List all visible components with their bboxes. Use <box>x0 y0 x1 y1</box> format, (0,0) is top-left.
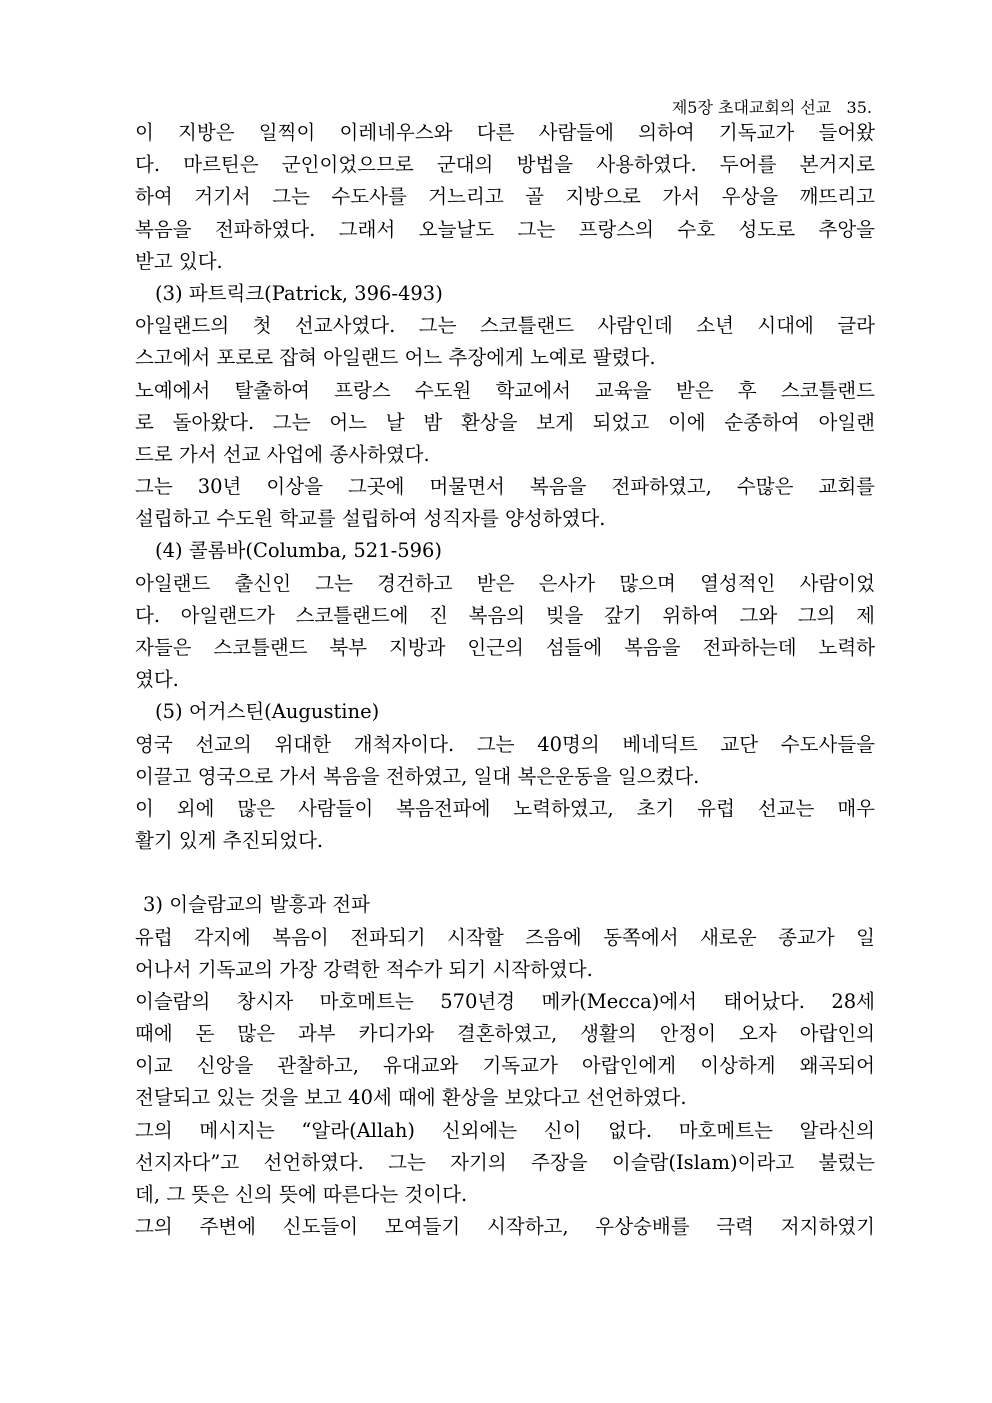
text-line: 때에 돈 많은 과부 카디가와 결혼하였고, 생활의 안정이 오자 아랍인의 <box>135 1022 875 1046</box>
text-line: 전달되고 있는 것을 보고 40세 때에 환상을 보았다고 선언하였다. <box>135 1086 687 1110</box>
text-line: 이교 신앙을 관찰하고, 유대교와 기독교가 아랍인에게 이상하게 왜곡되어 <box>135 1054 875 1078</box>
subheading: (5) 어거스틴(Augustine) <box>155 700 380 724</box>
text-line: 유럽 각지에 복음이 전파되기 시작할 즈음에 동쪽에서 새로운 종교가 일 <box>135 925 875 949</box>
text-line: 설립하고 수도원 학교를 설립하여 성직자를 양성하였다. <box>135 507 606 531</box>
text-line: 이 외에 많은 사람들이 복음전파에 노력하였고, 초기 유럽 선교는 매우 <box>135 796 875 820</box>
text-line: 활기 있게 추진되었다. <box>135 829 324 853</box>
page-number: 35. <box>846 98 872 117</box>
text-line: 데, 그 뜻은 신의 뜻에 따른다는 것이다. <box>135 1183 468 1206</box>
text-line: 하여 거기서 그는 수도사를 거느리고 골 지방으로 가서 우상을 깨뜨리고 <box>135 185 875 209</box>
text-line: 아일랜드 출신인 그는 경건하고 받은 은사가 많으며 열성적인 사람이었 <box>135 571 875 595</box>
text-line: 아일랜드의 첫 선교사였다. 그는 스코틀랜드 사람인데 소년 시대에 글라 <box>135 314 875 338</box>
text-line: 드로 가서 선교 사업에 종사하였다. <box>135 442 430 466</box>
page-header <box>672 95 872 118</box>
text-line: 복음을 전파하였다. 그래서 오늘날도 그는 프랑스의 수호 성도로 추앙을 <box>135 217 875 241</box>
text-line: 노예에서 탈출하여 프랑스 수도원 학교에서 교육을 받은 후 스코틀랜드 <box>135 378 875 402</box>
text-line: 스고에서 포로로 잡혀 아일랜드 어느 추장에게 노예로 팔렸다. <box>135 346 656 370</box>
text-line: 이 지방은 일찍이 이레네우스와 다른 사람들에 의하여 기독교가 들어왔 <box>135 121 875 144</box>
text-line: 로 돌아왔다. 그는 어느 날 밤 환상을 보게 되었고 이에 순종하여 아일랜 <box>135 410 875 434</box>
text-line: 다. 마르틴은 군인이었으므로 군대의 방법을 사용하였다. 두어를 본거지로 <box>135 153 875 177</box>
subheading: (4) 콜롬바(Columba, 521-596) <box>155 539 443 563</box>
subheading: (3) 파트릭크(Patrick, 396-493) <box>155 281 443 305</box>
chapter-title: 제5장 초대교회의 선교 <box>671 98 832 117</box>
text-line: 어나서 기독교의 가장 강력한 적수가 되기 시작하였다. <box>135 957 593 981</box>
text-line: 받고 있다. <box>135 249 223 273</box>
blank-line <box>135 857 875 889</box>
text-line: 선지자다”고 선언하였다. 그는 자기의 주장을 이슬람(Islam)이라고 불렀는 <box>135 1150 875 1174</box>
text-line: 영국 선교의 위대한 개척자이다. 그는 40명의 베네딕트 교단 수도사들을 <box>135 732 875 756</box>
text-line: 그의 주변에 신도들이 모여들기 시작하고, 우상숭배를 극력 저지하였기 <box>135 1215 875 1239</box>
text-line: 이슬람의 창시자 마호메트는 570년경 메카(Mecca)에서 태어났다. 28세 <box>135 989 875 1013</box>
body-text <box>135 117 875 1243</box>
text-line: 다. 아일랜드가 스코틀랜드에 진 복음의 빚을 갚기 위하여 그와 그의 제 <box>135 603 875 627</box>
text-line: 그는 30년 이상을 그곳에 머물면서 복음을 전파하였고, 수많은 교회를 <box>135 475 875 499</box>
text-line: 이끌고 영국으로 가서 복음을 전하였고, 일대 복은운동을 일으켰다. <box>135 764 700 788</box>
text-line: 자들은 스코틀랜드 북부 지방과 인근의 섬들에 복음을 전파하는데 노력하 <box>135 636 875 659</box>
text-line: 그의 메시지는 “알라(Allah) 신외에는 신이 없다. 마호메트는 알라신의 <box>135 1118 875 1142</box>
section-heading: 3) 이슬람교의 발흥과 전파 <box>143 893 370 917</box>
text-line: 였다. <box>135 668 179 692</box>
